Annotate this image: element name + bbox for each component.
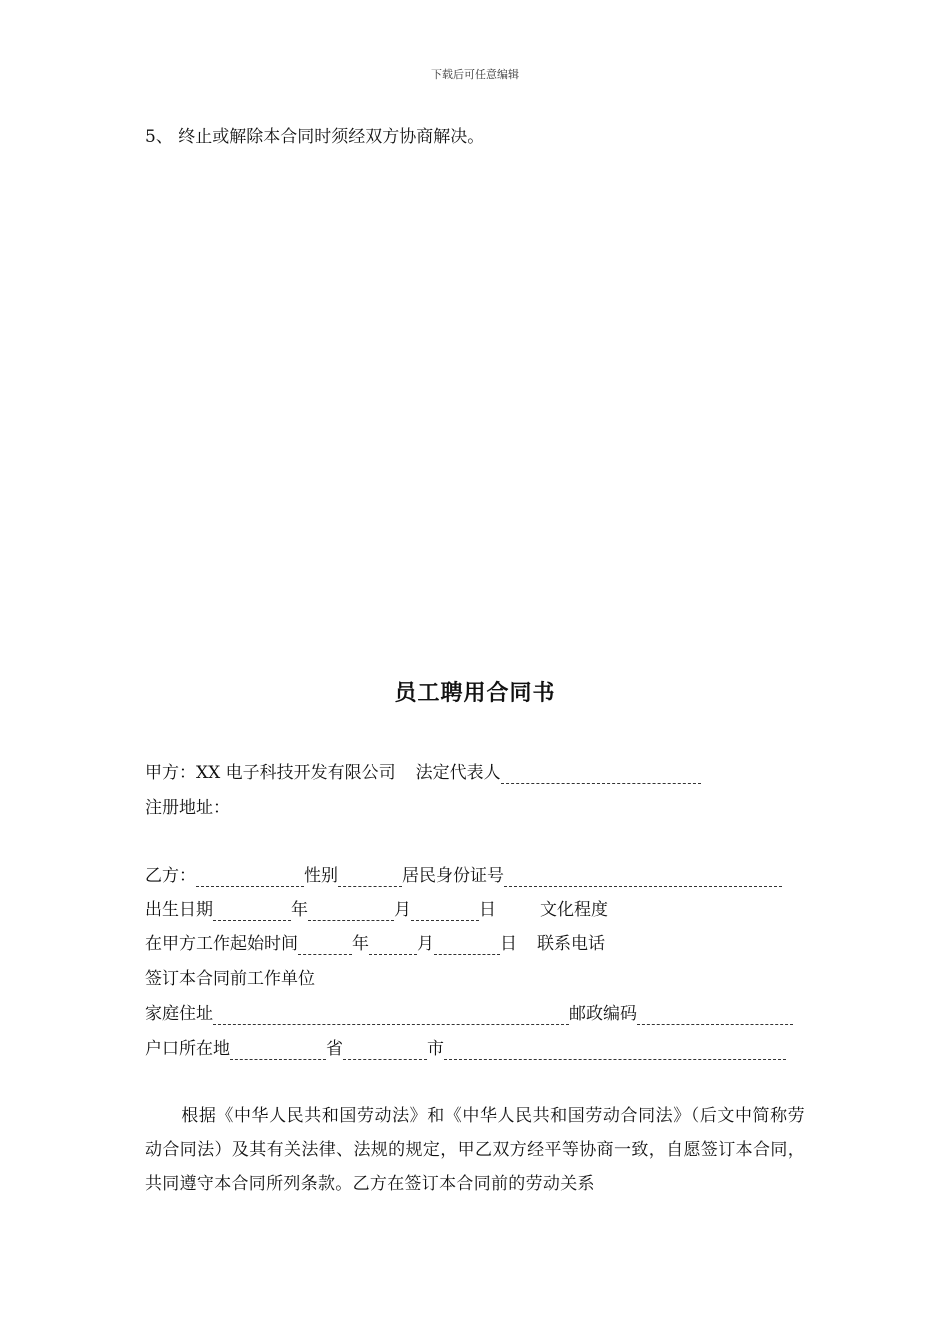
preamble-text: 根据《中华人民共和国劳动法》和《中华人民共和国劳动合同法》（后文中简称劳动合同法）及其有关法律、法规的规定，甲乙双方经平等协商一致，自愿签订本合同，共同遵守本合同所列条款。乙方在签订本合同前的劳动关系 [145,1106,805,1194]
legal-rep-label: 法定代表人 [415,763,501,783]
party-b-label: 乙方： [145,866,196,886]
education-label: 文化程度 [540,900,608,920]
month-label: 月 [394,900,411,920]
home-label: 家庭住址 [145,1004,213,1024]
id-number-field[interactable] [504,868,782,887]
start-month-field[interactable] [369,936,417,955]
start-row [145,933,605,955]
birth-label: 出生日期 [145,900,213,920]
hukou-label: 户口所在地 [145,1039,230,1059]
year-label: 年 [352,934,369,954]
party-a-row [145,762,701,784]
hukou-city-field[interactable] [343,1041,427,1060]
home-address-field[interactable] [213,1006,569,1025]
year-label: 年 [291,900,308,920]
start-year-field[interactable] [298,936,352,955]
postal-label: 邮政编码 [569,1004,637,1024]
start-day-field[interactable] [434,936,500,955]
party-a-label: 甲方：XX 电子科技开发有限公司 [145,763,396,783]
document-title: 员工聘用合同书 [394,681,556,706]
party-b-name-field[interactable] [196,868,304,887]
birth-row [145,899,608,921]
city-label: 市 [427,1039,444,1059]
preamble-paragraph [145,1099,805,1201]
id-label: 居民身份证号 [402,866,504,886]
month-label: 月 [417,934,434,954]
party-a-address-label: 注册地址： [145,798,230,818]
phone-label: 联系电话 [537,934,605,954]
home-row [145,1003,793,1025]
province-label: 省 [326,1039,343,1059]
page-header-note: 下载后可任意编辑 [431,68,519,81]
hukou-row [145,1038,786,1060]
day-label: 日 [500,934,517,954]
gender-label: 性别 [304,866,338,886]
birth-year-field[interactable] [213,902,291,921]
gender-field[interactable] [338,868,402,887]
postal-code-field[interactable] [637,1006,793,1025]
prev-employer-label: 签订本合同前工作单位 [145,969,315,989]
day-label: 日 [479,900,496,920]
party-b-row [145,865,782,887]
legal-rep-field[interactable] [501,765,701,784]
birth-month-field[interactable] [308,902,394,921]
clause-item-5: 5、 终止或解除本合同时须经双方协商解决。 [145,127,485,147]
hukou-province-field[interactable] [230,1041,326,1060]
hukou-detail-field[interactable] [444,1041,786,1060]
start-label: 在甲方工作起始时间 [145,934,298,954]
birth-day-field[interactable] [411,902,479,921]
